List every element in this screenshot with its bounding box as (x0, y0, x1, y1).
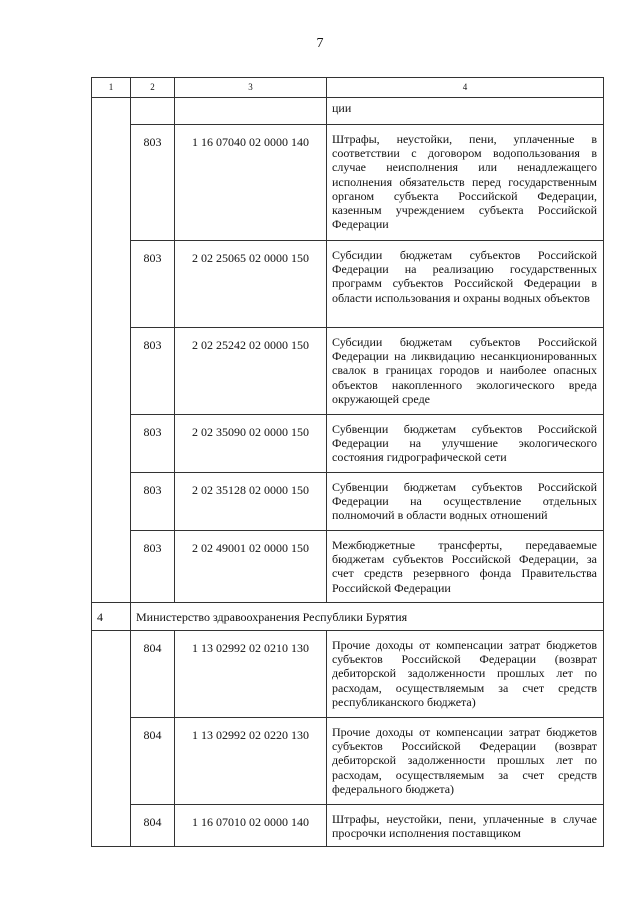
admin-code-cell: 804 (131, 718, 175, 805)
kbk-cell: 1 16 07010 02 0000 140 (175, 805, 327, 847)
table-row (92, 531, 604, 603)
description-cell: Межбюджетные трансферты, передаваемые бюджетам субъектов Российской Федерации, за счет средств резервного фонда Правительства Российской Федерации (327, 531, 604, 603)
admin-code-cell: 803 (131, 328, 175, 415)
table-row (92, 241, 604, 328)
admin-code-cell: 803 (131, 531, 175, 603)
admin-code-cell: 803 (131, 241, 175, 328)
kbk-cell: 1 13 02992 02 0220 130 (175, 718, 327, 805)
description-cell: Субсидии бюджетам субъектов Российской Федерации на ликвидацию несанкционированных свалок в границах городов и наиболее опасных объектов накопленного экологического вреда окружающей среде (327, 328, 604, 415)
description-cell: Штрафы, неустойки, пени, уплаченные в соответствии с договором водопользования в случае неисполнения или ненадлежащего исполнения обязательств перед государственным органом субъекта Российской Федерации, казенным учреждением субъекта Российской Федерации (327, 125, 604, 241)
ministry-name: Министерство здравоохранения Республики Бурятия (131, 603, 604, 631)
table-row (92, 718, 604, 805)
description-cell: ции (327, 98, 604, 125)
description-cell: Прочие доходы от компенсации затрат бюджетов субъектов Российской Федерации (возврат дебиторской задолженности прошлых лет по расходам, осуществляемым за счет средств республиканского бюджета) (327, 631, 604, 718)
admin-code-cell: 803 (131, 473, 175, 531)
revenue-codes-table (91, 77, 604, 847)
table-header-row (92, 78, 604, 98)
ministry-number-cell-empty (92, 631, 131, 847)
description-cell: Прочие доходы от компенсации затрат бюджетов субъектов Российской Федерации (возврат дебиторской задолженности прошлых лет по расходам, осуществляемым за счет средств федерального бюджета) (327, 718, 604, 805)
header-col-3: 3 (175, 78, 327, 98)
kbk-cell: 2 02 35090 02 0000 150 (175, 415, 327, 473)
table-row (92, 328, 604, 415)
description-cell: Субвенции бюджетам субъектов Российской Федерации на осуществление отдельных полномочий в области водных отношений (327, 473, 604, 531)
kbk-cell: 2 02 25242 02 0000 150 (175, 328, 327, 415)
admin-code-cell: 803 (131, 125, 175, 241)
description-cell: Субвенции бюджетам субъектов Российской Федерации на улучшение экологического состояния гидрографической сети (327, 415, 604, 473)
admin-code-cell: 804 (131, 805, 175, 847)
ministry-number: 4 (92, 603, 131, 631)
table-row (92, 473, 604, 531)
kbk-cell: 2 02 49001 02 0000 150 (175, 531, 327, 603)
header-col-1: 1 (92, 78, 131, 98)
page-number: 7 (316, 36, 324, 51)
admin-code-cell (131, 98, 175, 125)
kbk-cell: 2 02 35128 02 0000 150 (175, 473, 327, 531)
header-col-4: 4 (327, 78, 604, 98)
ministry-number-cell-empty (92, 98, 131, 603)
kbk-cell: 2 02 25065 02 0000 150 (175, 241, 327, 328)
ministry-row (92, 603, 604, 631)
table-row (92, 631, 604, 718)
table-row (92, 98, 604, 125)
table-row (92, 125, 604, 241)
table-row (92, 805, 604, 847)
header-col-2: 2 (131, 78, 175, 98)
table-row (92, 415, 604, 473)
description-cell: Штрафы, неустойки, пени, уплаченные в случае просрочки исполнения поставщиком (327, 805, 604, 847)
admin-code-cell: 804 (131, 631, 175, 718)
kbk-cell: 1 16 07040 02 0000 140 (175, 125, 327, 241)
kbk-cell (175, 98, 327, 125)
admin-code-cell: 803 (131, 415, 175, 473)
kbk-cell: 1 13 02992 02 0210 130 (175, 631, 327, 718)
description-cell: Субсидии бюджетам субъектов Российской Федерации на реализацию государственных программ субъектов Российской Федерации в области использования и охраны водных объектов (327, 241, 604, 328)
